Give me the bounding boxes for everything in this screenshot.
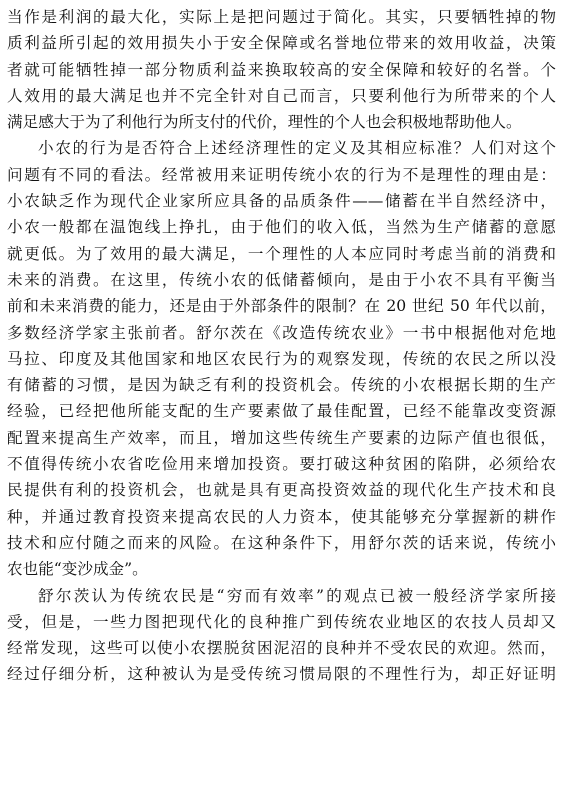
text-line: 经常发现，这些可以使小农摆脱贫困泥沼的良种并不受农民的欢迎。然而， [7,639,556,658]
text-line: 经验，已经把他所能支配的生产要素做了最佳配置，已经不能靠改变资源 [7,402,556,421]
text-line: 多数经济学家主张前者。舒尔茨在《改造传统农业》一书中根据他对危地 [7,323,556,342]
paragraph-start-line: 舒尔茨认为传统农民是“穷而有效率”的观点已被一般经济学家所接 [38,586,556,605]
text-line: 前和未来消费的能力，还是由于外部条件的限制？在 20 世纪 50 年代以前， [7,297,556,316]
text-line: 者就可能牺牲掉一部分物质利益来换取较高的安全保障和较好的名誉。个 [7,60,556,79]
text-line: 种，并通过教育投资来提高农民的人力资本，使其能够充分掌握新的耕作 [7,507,556,526]
text-line: 农也能“变沙成金”。 [7,560,148,579]
text-line: 未来的消费。在这里，传统小农的低储蓄倾向，是由于小农不具有平衡当 [7,270,556,289]
text-line: 技术和应付随之而来的风险。在这种条件下，用舒尔茨的话来说，传统小 [7,533,556,552]
text-line: 小农缺乏作为现代企业家所应具备的品质条件——储蓄在半自然经济中， [7,192,556,211]
text-line: 民提供有利的投资机会，也就是具有更高投资效益的现代化生产技术和良 [7,481,556,500]
text-line: 问题有不同的看法。经常被用来证明传统小农的行为不是理性的理由是： [7,165,556,184]
text-line: 就更低。为了效用的最大满足，一个理性的人本应同时考虑当前的消费和 [7,244,556,263]
text-line: 经过仔细分析，这种被认为是受传统习惯局限的不理性行为，却正好证明 [7,665,556,684]
text-line: 小农一般都在温饱线上挣扎，由于他们的收入低，当然为生产储蓄的意愿 [7,218,556,237]
text-line: 马拉、印度及其他国家和地区农民行为的观察发现，传统的农民之所以没 [7,349,556,368]
text-line: 质利益所引起的效用损失小于安全保障或名誉地位带来的效用收益，决策 [7,34,556,53]
text-line: 满足感大于为了利他行为所支付的代价，理性的个人也会积极地帮助他人。 [7,113,522,132]
text-line: 人效用的最大满足也并不完全针对自己而言，只要利他行为所带来的个人 [7,86,556,105]
text-line: 受，但是，一些力图把现代化的良种推广到传统农业地区的农技人员却又 [7,612,556,631]
body-text [7,4,556,688]
text-line: 不值得传统小农省吃俭用来增加投资。要打破这种贫困的陷阱，必须给农 [7,455,556,474]
text-line: 有储蓄的习惯，是因为缺乏有利的投资机会。传统的小农根据长期的生产 [7,376,556,395]
text-line: 当作是利润的最大化，实际上是把问题过于简化。其实，只要牺牲掉的物 [7,8,556,26]
text-line: 配置来提高生产效率，而且，增加这些传统生产要素的边际产值也很低， [7,428,556,447]
paragraph-start-line: 小农的行为是否符合上述经济理性的定义及其相应标准？人们对这个 [38,139,556,158]
